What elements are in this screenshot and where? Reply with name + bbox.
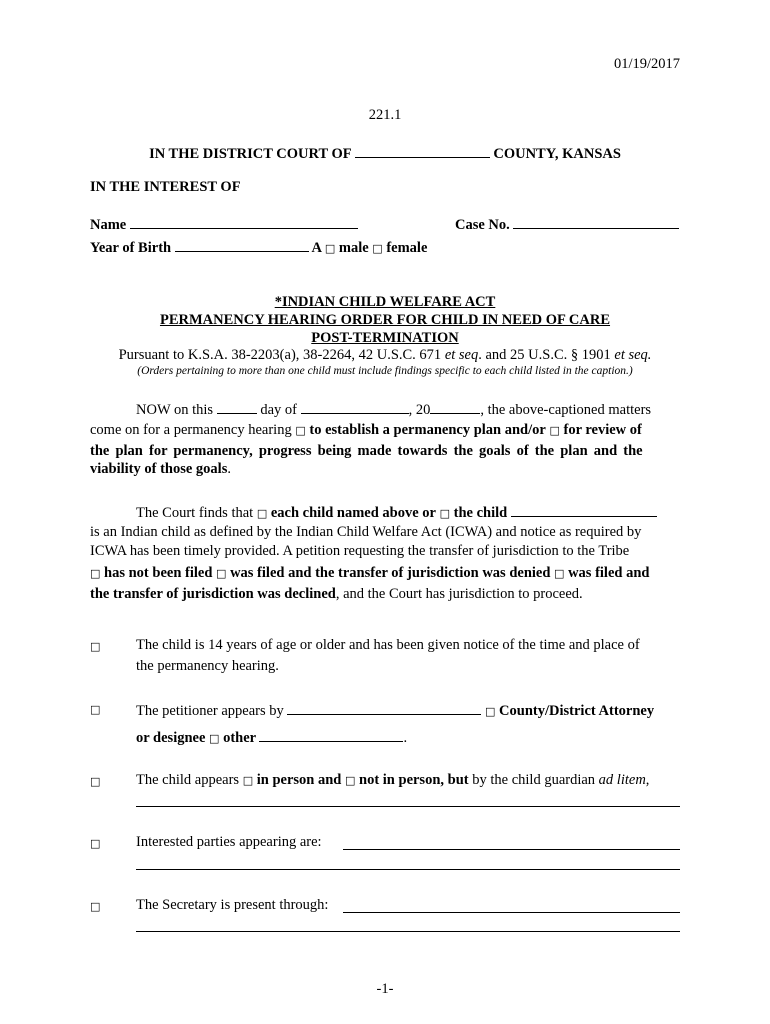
interest-of: IN THE INTEREST OF <box>90 179 241 195</box>
comma: , <box>645 772 650 788</box>
transfer-options-line <box>90 565 649 582</box>
checkbox-icon[interactable]: □ <box>295 424 306 437</box>
age-line-2: the permanency hearing. <box>136 658 279 674</box>
page-number: -1- <box>376 981 394 997</box>
birth-year-field[interactable] <box>175 237 309 252</box>
child-appears-line <box>136 772 649 789</box>
designee-text: or designee <box>136 730 206 746</box>
court-caption <box>0 143 770 163</box>
plan-line: the plan for permanency, progress being made towards the goals of the plan and the <box>90 443 643 459</box>
pursuant-line <box>0 347 770 364</box>
secretary-line <box>136 897 328 914</box>
male-label: male <box>338 240 369 256</box>
name-field[interactable] <box>130 214 358 229</box>
checkbox-icon[interactable]: □ <box>372 242 383 255</box>
case-number-field[interactable] <box>513 214 679 229</box>
hearing-text: come on for a permanency hearing <box>90 422 292 438</box>
in-person-option: in person and <box>256 772 342 788</box>
checkbox-icon[interactable]: □ <box>90 900 101 913</box>
day-field[interactable] <box>217 399 257 414</box>
age-line-1: The child is 14 years of age or older and has been given notice of the time and place of <box>136 637 640 653</box>
guardian-field[interactable] <box>136 806 680 807</box>
checkbox-icon[interactable]: □ <box>90 703 101 716</box>
day-of-text: day of <box>260 402 297 418</box>
the-child-option: the child <box>453 505 508 521</box>
period: . <box>403 730 408 746</box>
interested-text: Interested parties appearing are: <box>136 834 322 850</box>
caption-note: (Orders pertaining to more than one child must include findings specific to each child listed in the caption.) <box>137 365 633 377</box>
birth-row <box>90 237 427 257</box>
county-field[interactable] <box>355 143 490 158</box>
checkbox-icon[interactable]: □ <box>256 507 268 520</box>
establish-plan-option: to establish a permanency plan and/or <box>309 422 546 438</box>
checkbox-icon[interactable]: □ <box>242 774 254 787</box>
filed-option: was filed and <box>568 565 650 581</box>
case-row <box>455 214 679 234</box>
court-suffix: COUNTY, KANSAS <box>493 146 621 162</box>
checkbox-icon[interactable]: □ <box>209 732 220 745</box>
interested-field-2[interactable] <box>136 869 680 870</box>
interested-field[interactable] <box>343 849 680 850</box>
case-label: Case No. <box>455 217 510 233</box>
title-line-1: *INDIAN CHILD WELFARE ACT <box>274 294 496 310</box>
form-number: 221.1 <box>368 107 402 123</box>
guardian-text: by the child guardian <box>472 772 596 788</box>
name-label: Name <box>90 217 127 233</box>
proceed-text: , and the Court has jurisdiction to proceed. <box>335 586 583 602</box>
checkbox-icon[interactable]: □ <box>344 774 356 787</box>
checkbox-icon[interactable]: □ <box>90 567 101 580</box>
hearing-line <box>90 422 642 439</box>
checkbox-icon[interactable]: □ <box>549 424 560 437</box>
declined-line <box>90 586 583 603</box>
ad-litem-text: ad litem <box>598 772 646 788</box>
child-appears-text: The child appears <box>136 772 240 788</box>
checkbox-icon[interactable]: □ <box>324 242 336 255</box>
icwa-line: is an Indian child as defined by the Indian Child Welfare Act (ICWA) and notice as required by <box>90 524 642 540</box>
checkbox-icon[interactable]: □ <box>554 567 565 580</box>
viability-text: viability of those goals <box>90 461 228 477</box>
viability-line <box>90 461 231 478</box>
other-field[interactable] <box>259 727 403 742</box>
checkbox-icon[interactable]: □ <box>90 837 101 850</box>
checkbox-icon[interactable]: □ <box>485 705 496 718</box>
designee-line <box>136 727 407 747</box>
pursuant-et-seq-2: et seq. <box>614 347 652 363</box>
each-child-option: each child named above or <box>270 505 436 521</box>
county-attorney-option: County/District Attorney <box>499 703 655 719</box>
birth-label: Year of Birth <box>90 240 172 256</box>
petitioner-field[interactable] <box>287 700 481 715</box>
denied-option: was filed and the transfer of jurisdiction was denied <box>230 565 551 581</box>
title-line-3: POST-TERMINATION <box>311 330 459 346</box>
notice-line: ICWA has been timely provided. A petition requesting the transfer of jurisdiction to the Tribe <box>90 543 630 559</box>
finds-text: The Court finds that <box>136 505 254 521</box>
review-plan-option: for review of <box>563 422 642 438</box>
checkbox-icon[interactable]: □ <box>216 567 227 580</box>
petitioner-text: The petitioner appears by <box>136 703 284 719</box>
year-field[interactable] <box>430 399 480 414</box>
pursuant-et-seq: et seq <box>444 347 479 363</box>
form-date: 01/19/2017 <box>613 56 680 72</box>
pursuant-text-2: . and 25 U.S.C. § 1901 <box>478 347 611 363</box>
now-text: NOW on this <box>136 402 214 418</box>
finds-line <box>136 502 657 522</box>
child-name-field[interactable] <box>511 502 657 517</box>
checkbox-icon[interactable]: □ <box>90 640 101 653</box>
secretary-text: The Secretary is present through: <box>136 897 329 913</box>
month-field[interactable] <box>301 399 409 414</box>
name-row <box>90 214 358 234</box>
secretary-field-2[interactable] <box>136 931 680 932</box>
period: . <box>227 461 231 477</box>
petitioner-line <box>136 700 654 720</box>
birth-a: A <box>311 240 322 256</box>
year-prefix: , 20 <box>408 402 431 418</box>
interested-line <box>136 834 322 851</box>
secretary-field[interactable] <box>343 912 680 913</box>
not-filed-option: has not been filed <box>104 565 213 581</box>
now-line <box>136 399 651 419</box>
declined-text: the transfer of jurisdiction was declined <box>90 586 336 602</box>
checkbox-icon[interactable]: □ <box>90 775 101 788</box>
other-option: other <box>223 730 256 746</box>
court-prefix: IN THE DISTRICT COURT OF <box>149 146 352 162</box>
title-line-2: PERMANENCY HEARING ORDER FOR CHILD IN NEED OF CARE <box>159 312 611 328</box>
female-label: female <box>386 240 428 256</box>
pursuant-text: Pursuant to K.S.A. 38-2203(a), 38-2264, 42 U.S.C. 671 <box>118 347 442 363</box>
captioned-text: , the above-captioned matters <box>480 402 652 418</box>
not-in-person-option: not in person, but <box>359 772 469 788</box>
checkbox-icon[interactable]: □ <box>439 507 451 520</box>
